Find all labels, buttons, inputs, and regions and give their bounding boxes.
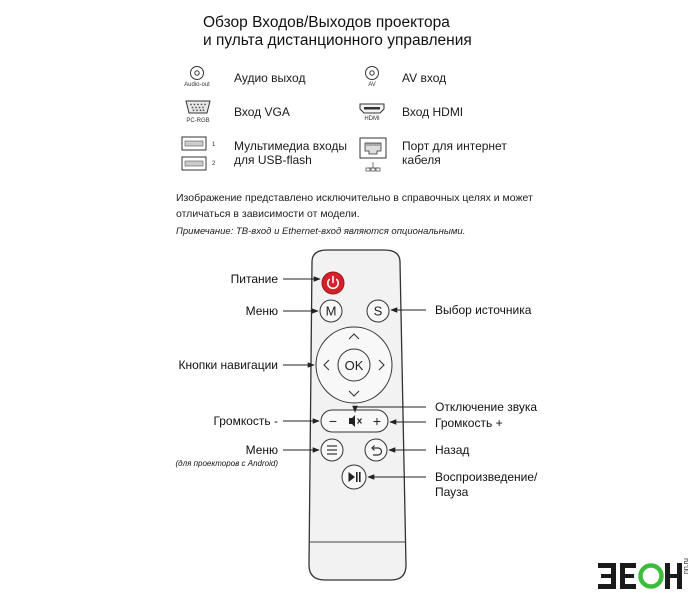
brand-logo	[596, 560, 692, 594]
back-button	[365, 439, 387, 461]
volume-up-button: +	[372, 413, 382, 429]
label-power: Питание	[230, 272, 278, 286]
label-navigation: Кнопки навигации	[178, 358, 278, 372]
hdmi-label: Вход HDMI	[402, 105, 464, 119]
label-mute: Отключение звука	[435, 400, 538, 414]
label-volume-up: Громкость +	[435, 416, 503, 430]
optional-note: Примечание: ТВ-вход и Ethernet-вход являются опциональными.	[176, 226, 466, 237]
hdmi-caption: HDMI	[364, 116, 380, 122]
label-android-menu: Меню	[245, 443, 278, 457]
audio-out-label: Аудио выход	[234, 71, 306, 85]
title-line-2: и пульта дистанционного управления	[203, 32, 472, 49]
av-in-label: AV вход	[402, 71, 447, 85]
audio-out-caption: Audio-out	[184, 82, 210, 88]
disclaimer-line-1: Изображение представлено исключительно в справочных целях и может	[176, 192, 533, 204]
brand-domain: nn.ru	[683, 558, 690, 574]
av-caption: AV	[368, 82, 376, 88]
ethernet-label-line-2: кабеля	[402, 153, 441, 167]
label-play-pause	[435, 470, 537, 500]
title-line-1: Обзор Входов/Выходов проектора	[203, 14, 450, 31]
usb-label-line-2: для USB-flash	[234, 153, 312, 167]
label-play-pause-line-2: Пауза	[435, 485, 469, 499]
vga-label: Вход VGA	[234, 105, 290, 119]
usb-label-line-1: Мультимедиа входы	[234, 139, 348, 153]
ok-button-label: OK	[344, 358, 364, 373]
label-android-menu-note: (для проекторов с Android)	[175, 459, 278, 468]
volume-down-button: −	[328, 413, 338, 429]
label-volume-down: Громкость -	[213, 414, 278, 428]
source-button-label: S	[373, 303, 383, 319]
usb-port-2-number: 2	[212, 161, 216, 167]
vga-caption: PC-RGB	[186, 118, 210, 124]
usb-port-1-number: 1	[212, 142, 216, 148]
label-back: Назад	[435, 443, 470, 457]
label-play-pause-line-1: Воспроизведение/	[435, 470, 538, 484]
label-source: Выбор источника	[435, 303, 532, 317]
label-menu: Меню	[245, 304, 278, 318]
disclaimer-line-2: отличаться в зависимости от модели.	[176, 208, 360, 220]
menu-button-label: M	[325, 303, 337, 319]
ethernet-label-line-1: Порт для интернет	[402, 139, 507, 153]
